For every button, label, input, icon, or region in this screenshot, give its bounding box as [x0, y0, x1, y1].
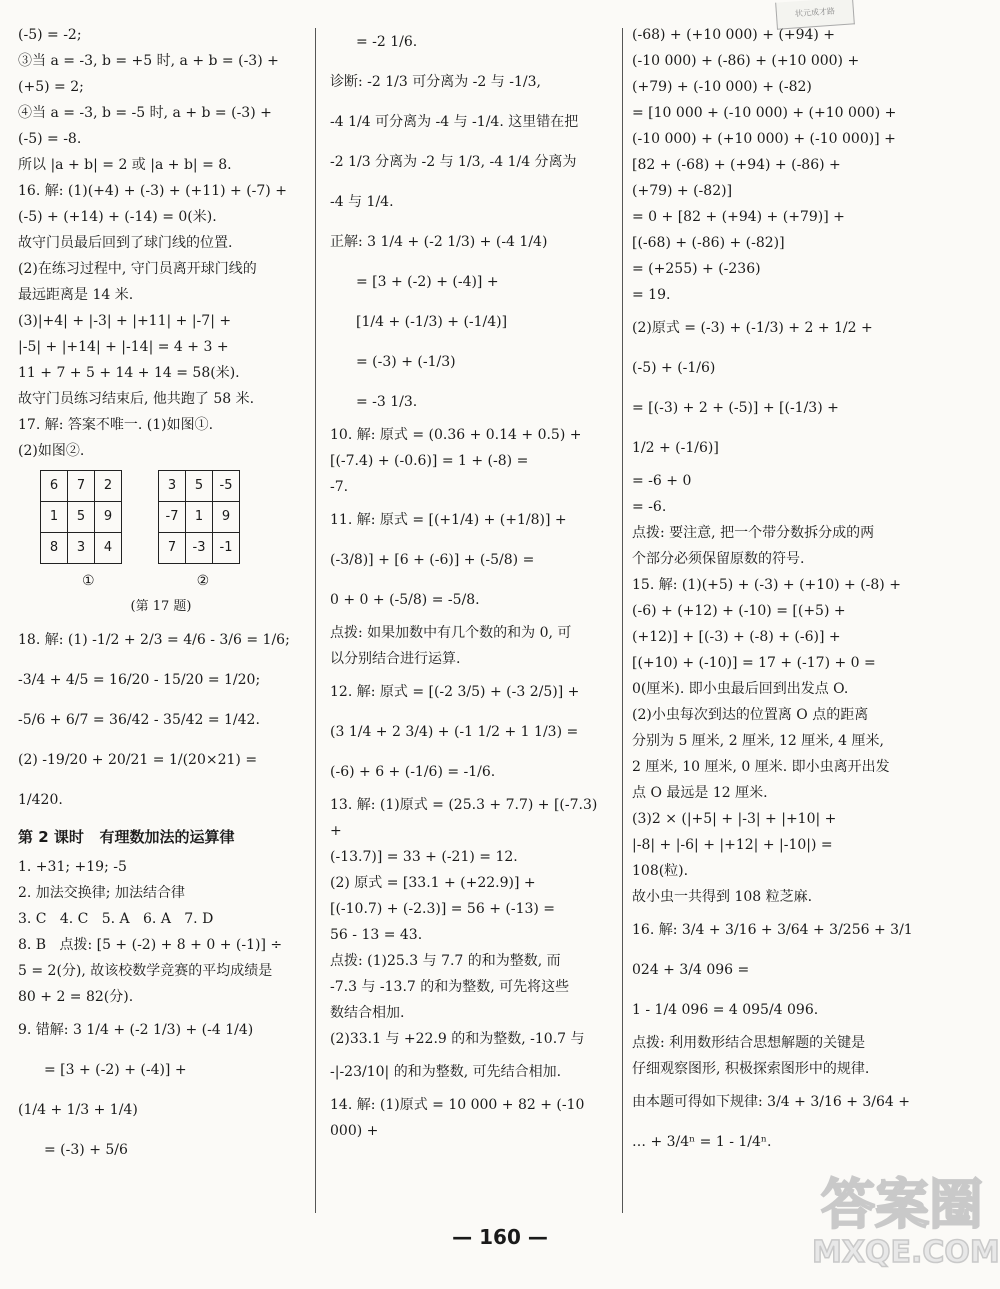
text-line: |-8| + |-6| + |+12| + |-10|) =: [632, 837, 833, 853]
text-line: (3)2 × (|+5| + |-3| + |+10| +: [632, 811, 837, 827]
column-right: [632, 22, 922, 1217]
grid-cell: 3: [68, 533, 95, 564]
text-line: (+79) + (-10 000) + (-82): [632, 79, 812, 95]
text-line: 分别为 5 厘米, 2 厘米, 12 厘米, 4 厘米,: [632, 733, 884, 749]
correct-solution: 正解: 3 1/4 + (-2 1/3) + (-4 1/4): [330, 234, 548, 250]
text-line: 2 厘米, 10 厘米, 0 厘米. 即小虫离开出发: [632, 759, 890, 775]
text-line: = 0 + [82 + (+94) + (+79)] +: [632, 209, 845, 225]
text-line: ③当 a = -3, b = +5 时, a + b = (-3) +: [18, 53, 279, 69]
text-line: = [3 + (-2) + (-4)] +: [356, 274, 499, 290]
text-line: 11 + 7 + 5 + 14 + 14 = 58(米).: [18, 365, 240, 381]
column-divider: [315, 28, 316, 1213]
text-line: -2 1/3 分离为 -2 与 1/3, -4 1/4 分离为: [330, 154, 577, 170]
text-line: 56 - 13 = 43.: [330, 927, 423, 943]
text-line: (-3/8)] + [6 + (-6)] + (-5/8) =: [330, 552, 535, 568]
text-line: = (+255) + (-236): [632, 261, 761, 277]
grid-cell: 7: [68, 471, 95, 502]
text-line: = [3 + (-2) + (-4)] +: [44, 1062, 187, 1078]
text-line: 1/2 + (-1/6)]: [632, 440, 719, 456]
text-line: (-5) + (+14) + (-14) = 0(米).: [18, 209, 217, 225]
text-line: -7.: [330, 479, 349, 495]
page-number: — 160 —: [452, 1225, 548, 1249]
magic-square-1: [40, 470, 122, 564]
watermark-logo-text: 答案圈: [821, 1173, 983, 1236]
text-line: (2) 原式 = [33.1 + (+22.9)] +: [330, 875, 536, 891]
text-line: 个部分必须保留原数的符号.: [632, 551, 805, 567]
text-line: -|-23/10| 的和为整数, 可先结合相加.: [330, 1064, 562, 1080]
text-line: (2)小虫每次到达的位置离 O 点的距离: [632, 707, 869, 723]
figure-labels: [82, 568, 304, 594]
text-line: (-5) + (-1/6): [632, 360, 716, 376]
text-line: 80 + 2 = 82(分).: [18, 989, 134, 1005]
text-line: = -6 + 0: [632, 473, 692, 489]
text-line: (2)原式 = (-3) + (-1/3) + 2 + 1/2 +: [632, 320, 873, 336]
text-line: 点 O 最远是 12 厘米.: [632, 785, 768, 801]
text-line: [1/4 + (-1/3) + (-1/4)]: [356, 314, 508, 330]
text-line: 0 + 0 + (-5/8) = -5/8.: [330, 592, 480, 608]
text-line: ④当 a = -3, b = -5 时, a + b = (-3) +: [18, 105, 272, 121]
text-line: 故守门员练习结束后, 他共跑了 58 米.: [18, 391, 255, 407]
text-line: 最远距离是 14 米.: [18, 287, 134, 303]
text-line: (-13.7)] = 33 + (-21) = 12.: [330, 849, 518, 865]
grid-cell: 5: [68, 502, 95, 533]
text-line: |-5| + |+14| + |-14| = 4 + 3 +: [18, 339, 229, 355]
text-line: 5 = 2(分), 故该校数学竞赛的平均成绩是: [18, 963, 273, 979]
answer-17: 17. 解: 答案不唯一. (1)如图①.: [18, 417, 214, 433]
text-line: (3)|+4| + |-3| + |+11| + |-7| +: [18, 313, 232, 329]
text-line: = [(-3) + 2 + (-5)] + [(-1/3) +: [632, 400, 839, 416]
text-line: 3. C 4. C 5. A 6. A 7. D: [18, 911, 214, 927]
grid-cell: -7: [159, 502, 186, 533]
text-line: (+79) + (-82)]: [632, 183, 733, 199]
column-left: [18, 22, 304, 1217]
hint: 点拨: 要注意, 把一个带分数拆分成的两: [632, 525, 875, 541]
text-line: 0(厘米). 即小虫最后回到出发点 O.: [632, 681, 849, 697]
text-line: = (-3) + (-1/3): [356, 354, 456, 370]
text-line: [(-10.7) + (-2.3)] = 56 + (-13) =: [330, 901, 556, 917]
grid-cell: 8: [41, 533, 68, 564]
text-line: (2) -19/20 + 20/21 = 1/(20×21) = 1/420.: [18, 752, 262, 808]
column-divider: [622, 28, 623, 1213]
grid-cell: 3: [159, 471, 186, 502]
text-line: 8. B 点拨: [5 + (-2) + 8 + 0 + (-1)] ÷: [18, 937, 283, 953]
text-line: (2)33.1 与 +22.9 的和为整数, -10.7 与: [330, 1031, 585, 1047]
text-line: = -6.: [632, 499, 667, 515]
text-line: = 19.: [632, 287, 671, 303]
text-line: 仔细观察图形, 积极探索图形中的规律.: [632, 1061, 870, 1077]
answer-13: 13. 解: (1)原式 = (25.3 + 7.7) + [(-7.3) +: [330, 797, 602, 839]
grid-cell: -3: [186, 533, 213, 564]
text-line: 108(粒).: [632, 863, 689, 879]
text-line: -4 1/4 可分离为 -4 与 -1/4. 这里错在把: [330, 114, 579, 130]
text-line: [(-7.4) + (-0.6)] = 1 + (-8) =: [330, 453, 529, 469]
site-watermark: [812, 1173, 1000, 1285]
answer-16: 16. 解: (1)(+4) + (-3) + (+11) + (-7) +: [18, 183, 287, 199]
grid-cell: 7: [159, 533, 186, 564]
grid-cell: 2: [95, 471, 122, 502]
figure-caption: (第 17 题): [130, 599, 192, 614]
text-line: (-6) + 6 + (-1/6) = -1/6.: [330, 764, 496, 780]
corner-stamp: 状元成才路: [775, 0, 855, 30]
answer-16-right: 16. 解: 3/4 + 3/16 + 3/64 + 3/256 + 3/1 024 + 3/4 096 =: [632, 922, 918, 978]
text-line: (2)如图②.: [18, 443, 85, 459]
answer-11: 11. 解: 原式 = [(+1/4) + (+1/8)] +: [330, 512, 567, 528]
text-line: -5/6 + 6/7 = 36/42 - 35/42 = 1/42.: [18, 712, 260, 728]
text-line: = (-3) + 5/6: [44, 1142, 128, 1158]
grid-cell: 6: [41, 471, 68, 502]
grid-cell: 5: [186, 471, 213, 502]
text-line: (-5) = -8.: [18, 131, 82, 147]
text-line: 故守门员最后回到了球门线的位置.: [18, 235, 233, 251]
text-line: 由本题可得如下规律: 3/4 + 3/16 + 3/64 +: [632, 1094, 911, 1110]
text-line: (+5) = 2;: [18, 79, 84, 95]
answer-12: 12. 解: 原式 = [(-2 3/5) + (-3 2/5)] +: [330, 684, 580, 700]
text-line: (-5) = -2;: [18, 27, 82, 43]
text-line: 1. +31; +19; -5: [18, 859, 127, 875]
text-line: 2. 加法交换律; 加法结合律: [18, 885, 185, 901]
grid-cell: 1: [186, 502, 213, 533]
text-line: (2)在练习过程中, 守门员离开球门线的: [18, 261, 257, 277]
text-line: [(-68) + (-86) + (-82)]: [632, 235, 785, 251]
column-middle: [330, 22, 610, 1217]
text-line: (-6) + (+12) + (-10) = [(+5) +: [632, 603, 846, 619]
text-line: 所以 |a + b| = 2 或 |a + b| = 8.: [18, 157, 232, 173]
diagnosis: 诊断: -2 1/3 可分离为 -2 与 -1/3,: [330, 74, 541, 90]
grid-cell: 9: [213, 502, 240, 533]
text-line: … + 3/4ⁿ = 1 - 1/4ⁿ.: [632, 1134, 772, 1150]
text-line: = [10 000 + (-10 000) + (+10 000) +: [632, 105, 897, 121]
text-line: [82 + (-68) + (+94) + (-86) +: [632, 157, 841, 173]
text-line: (+12)] + [(-3) + (-8) + (-6)] +: [632, 629, 841, 645]
hint: 点拨: 利用数形结合思想解题的关键是: [632, 1035, 866, 1051]
text-line: 故小虫一共得到 108 粒芝麻.: [632, 889, 813, 905]
grid-cell: 9: [95, 502, 122, 533]
magic-square-figures: [40, 470, 304, 564]
text-line: (-10 000) + (+10 000) + (-10 000)] +: [632, 131, 896, 147]
text-line: = -3 1/3.: [356, 394, 418, 410]
text-line: (3 1/4 + 2 3/4) + (-1 1/2 + 1 1/3) =: [330, 724, 579, 740]
grid-cell: 1: [41, 502, 68, 533]
figure-label-1: ①: [82, 573, 95, 589]
text-line: -7.3 与 -13.7 的和为整数, 可先将这些: [330, 979, 570, 995]
text-line: (-10 000) + (-86) + (+10 000) +: [632, 53, 860, 69]
grid-cell: 4: [95, 533, 122, 564]
section-title: 第 2 课时 有理数加法的运算律: [18, 828, 235, 846]
grid-cell: -1: [213, 533, 240, 564]
text-line: -4 与 1/4.: [330, 194, 394, 210]
magic-square-2: [158, 470, 240, 564]
grid-cell: -5: [213, 471, 240, 502]
text-line: (1/4 + 1/3 + 1/4): [18, 1102, 138, 1118]
text-line: = -2 1/6.: [356, 34, 418, 50]
answer-9: 9. 错解: 3 1/4 + (-2 1/3) + (-4 1/4): [18, 1022, 254, 1038]
text-line: 以分别结合进行运算.: [330, 651, 461, 667]
answer-15: 15. 解: (1)(+5) + (-3) + (+10) + (-8) +: [632, 577, 901, 593]
text-line: [(+10) + (-10)] = 17 + (-17) + 0 =: [632, 655, 876, 671]
answer-14: 14. 解: (1)原式 = 10 000 + 82 + (-10 000) +: [330, 1097, 589, 1139]
text-line: 数结合相加.: [330, 1005, 405, 1021]
watermark-url: MXQE.COM: [812, 1235, 1000, 1270]
text-line: -3/4 + 4/5 = 16/20 - 15/20 = 1/20;: [18, 672, 261, 688]
answer-18: 18. 解: (1) -1/2 + 2/3 = 4/6 - 3/6 = 1/6;: [18, 632, 290, 648]
text-line: (-68) + (+10 000) + (+94) +: [632, 27, 836, 43]
text-line: 1 - 1/4 096 = 4 095/4 096.: [632, 1002, 819, 1018]
figure-label-2: ②: [196, 573, 210, 589]
answer-10: 10. 解: 原式 = (0.36 + 0.14 + 0.5) +: [330, 427, 582, 443]
hint: 点拨: 如果加数中有几个数的和为 0, 可: [330, 625, 572, 641]
hint: 点拨: (1)25.3 与 7.7 的和为整数, 而: [330, 953, 561, 969]
